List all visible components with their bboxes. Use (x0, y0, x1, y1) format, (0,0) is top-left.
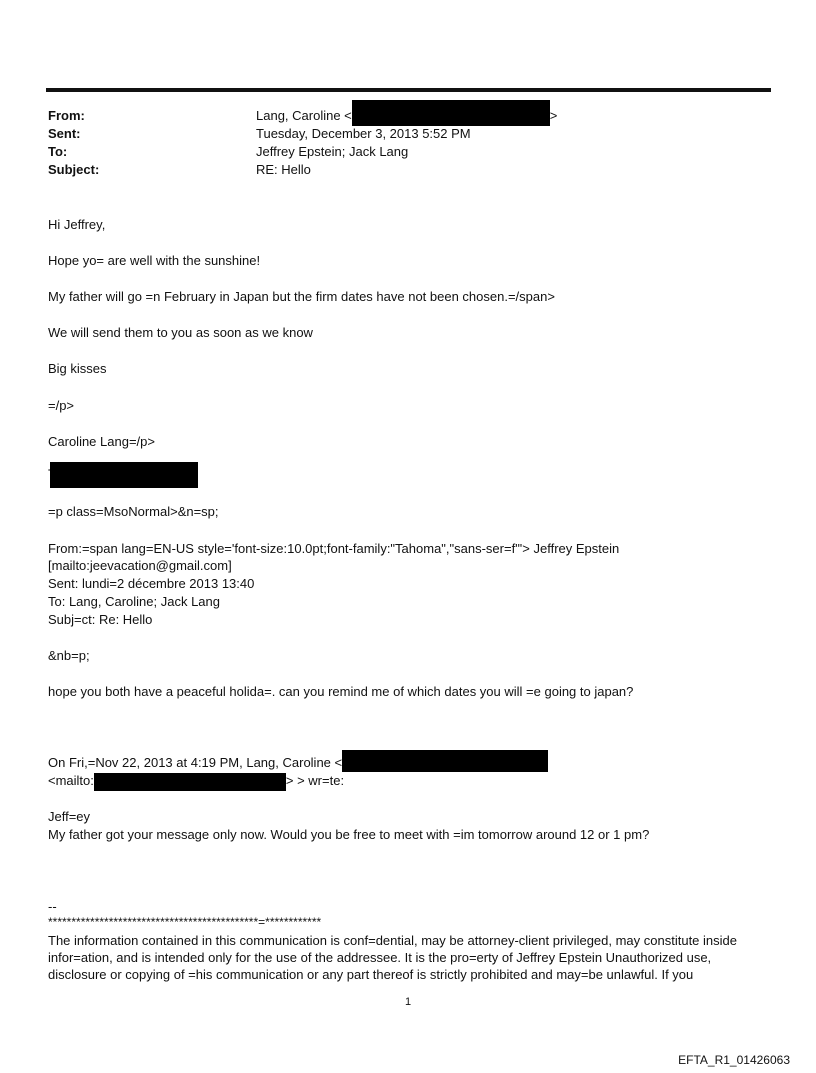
quoted-to: To: Lang, Caroline; Jack Lang (48, 594, 220, 609)
quoted-salutation: Jeff=ey (48, 809, 91, 824)
to-label: To: (48, 144, 68, 159)
quoted-from: From:=span lang=EN-US style='font-size:10.0pt;font-family:"Tahoma","sans-ser=f"'> Jeffrey Epstein (48, 541, 620, 556)
quoted-message-2: My father got your message only now. Would you be free to meet with =im tomorrow around 12 or 1 pm? (48, 827, 650, 842)
subject-label: Subject: (48, 162, 100, 177)
on-date-text: On Fri,=Nov 22, 2013 at 4:19 PM, Lang, Caroline < (48, 755, 343, 770)
from-value-end: > (549, 108, 558, 123)
body-line-1: Hope yo= are well with the sunshine! (48, 253, 261, 268)
html-fragment: =p class=MsoNormal>&n=sp; (48, 504, 219, 519)
sent-value: Tuesday, December 3, 2013 5:52 PM (256, 126, 471, 141)
signature-dashes: -- (48, 899, 57, 914)
wrote-suffix: > > wr=te: (285, 773, 345, 788)
quoted-message: hope you both have a peaceful holida=. can you remind me of which dates you will =e going to japan? (48, 684, 634, 699)
mailto-prefix: <mailto: (48, 773, 94, 788)
quoted-mailto: [mailto:jeevacation@gmail.com] (48, 558, 232, 573)
from-row (48, 107, 748, 125)
stars-separator: *********************************************=************ (48, 915, 322, 929)
quoted-subject: Subj=ct: Re: Hello (48, 612, 153, 627)
from-value (256, 107, 557, 125)
greeting: Hi Jeffrey, (48, 217, 106, 232)
sent-label: Sent: (48, 126, 81, 141)
mailto-wrote-line (48, 772, 344, 791)
from-label: From: (48, 108, 85, 123)
redaction-box (50, 462, 198, 488)
body-line-3: We will send them to you as soon as we know (48, 325, 313, 340)
sent-row (48, 125, 748, 143)
header-rule (46, 88, 771, 92)
nbsp-fragment: &nb=p; (48, 648, 90, 663)
body-line-4: Big kisses (48, 361, 107, 376)
quoted-sent: Sent: lundi=2 décembre 2013 13:40 (48, 576, 255, 591)
confidentiality-disclaimer: The information contained in this communication is conf=dential, may be attorney-client privileged, may constitute inside infor=ation, and is intended only for the use of the addressee. It is the pro=erty of Jeffrey Epstein Unauthorized use, disclosure or copying of =his communication or any part thereof is strictly prohibited and may=be unlawful. If you (48, 933, 737, 982)
redaction-box (94, 773, 286, 791)
to-value: Jeffrey Epstein; Jack Lang (256, 144, 409, 159)
on-date-line (48, 754, 548, 772)
page-number: 1 (404, 996, 412, 1008)
to-row (48, 143, 748, 161)
redaction-box (352, 100, 550, 126)
email-header (48, 107, 748, 179)
bates-number: EFTA_R1_01426063 (678, 1053, 790, 1067)
redacted-line (48, 462, 198, 488)
subject-value: RE: Hello (256, 162, 311, 177)
body-line-2: My father will go =n February in Japan but the firm dates have not been chosen.=/span> (48, 289, 555, 304)
signature: Caroline Lang=/p> (48, 434, 155, 449)
redaction-box (342, 750, 548, 772)
from-name: Lang, Caroline < (256, 108, 352, 123)
body-line-5: =/p> (48, 398, 75, 413)
subject-row (48, 161, 748, 179)
